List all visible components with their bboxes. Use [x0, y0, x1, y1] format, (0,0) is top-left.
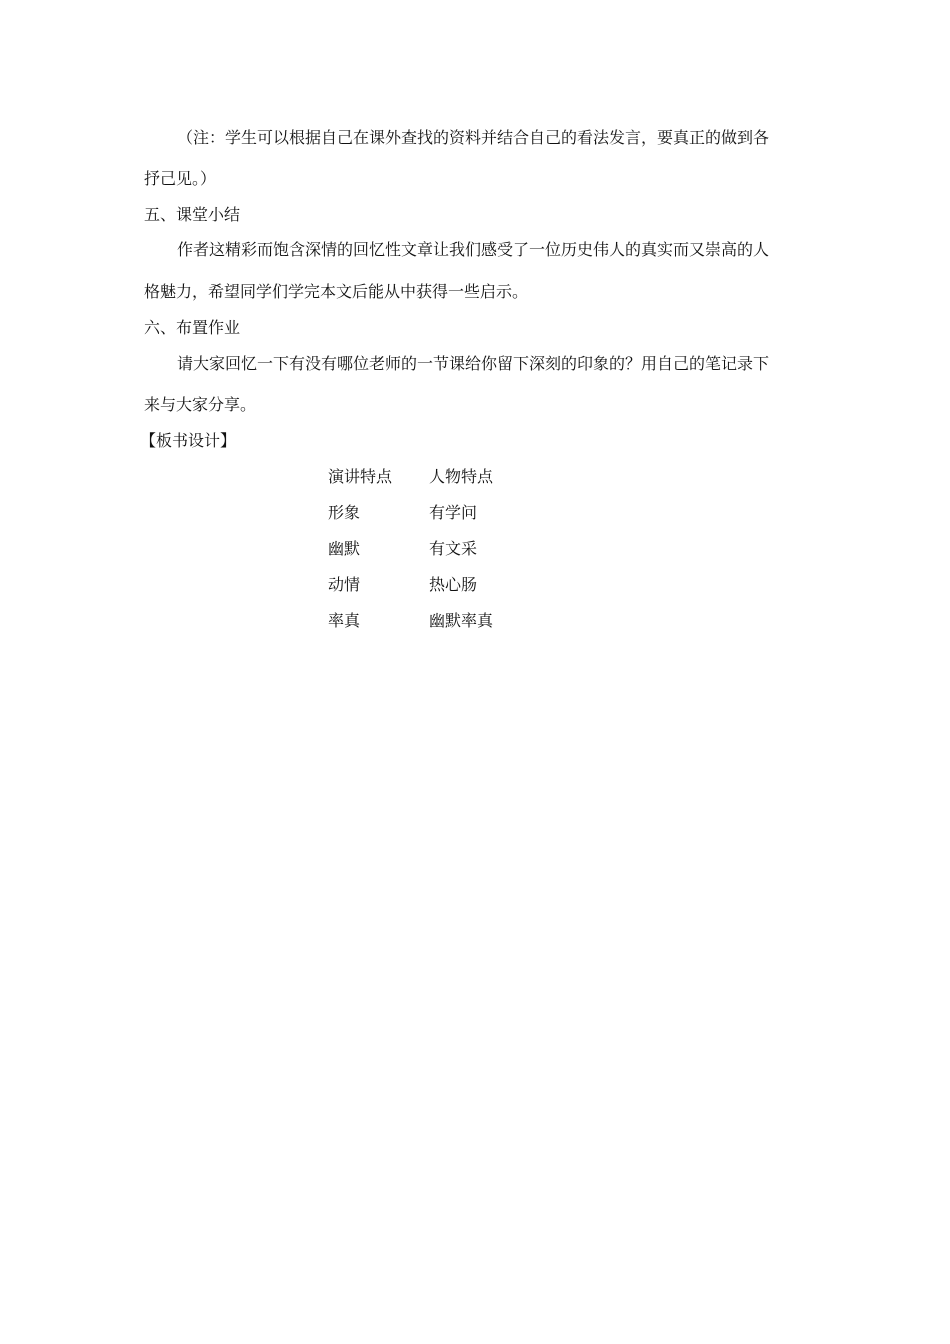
board-header-character: 人物特点	[429, 467, 494, 486]
board-header-speech: 演讲特点	[328, 467, 393, 486]
board-cell: 动情	[328, 575, 361, 594]
board-cell: 形象	[328, 503, 361, 522]
board-cell: 幽默率真	[429, 611, 494, 630]
board-cell: 幽默	[328, 539, 361, 558]
section-5-line-1: 作者这精彩而饱含深情的回忆性文章让我们感受了一位历史伟人的真实而又崇高的人	[177, 240, 770, 259]
section-6-heading: 六、布置作业	[144, 318, 241, 337]
board-cell: 有文采	[429, 539, 478, 558]
section-5-heading: 五、课堂小结	[144, 205, 241, 224]
section-6-line-1: 请大家回忆一下有没有哪位老师的一节课给你留下深刻的印象的？用自己的笔记录下	[177, 354, 770, 373]
section-6-line-2: 来与大家分享。	[144, 395, 257, 414]
note-line-2: 抒己见。）	[144, 169, 217, 188]
section-5-line-2: 格魅力，希望同学们学完本文后能从中获得一些启示。	[144, 282, 529, 301]
note-line-1: （注：学生可以根据自己在课外查找的资料并结合自己的看法发言，要真正的做到各	[177, 128, 770, 147]
board-cell: 率真	[328, 611, 361, 630]
board-cell: 有学问	[429, 503, 478, 522]
board-heading: 【板书设计】	[140, 431, 237, 450]
board-cell: 热心肠	[429, 575, 478, 594]
